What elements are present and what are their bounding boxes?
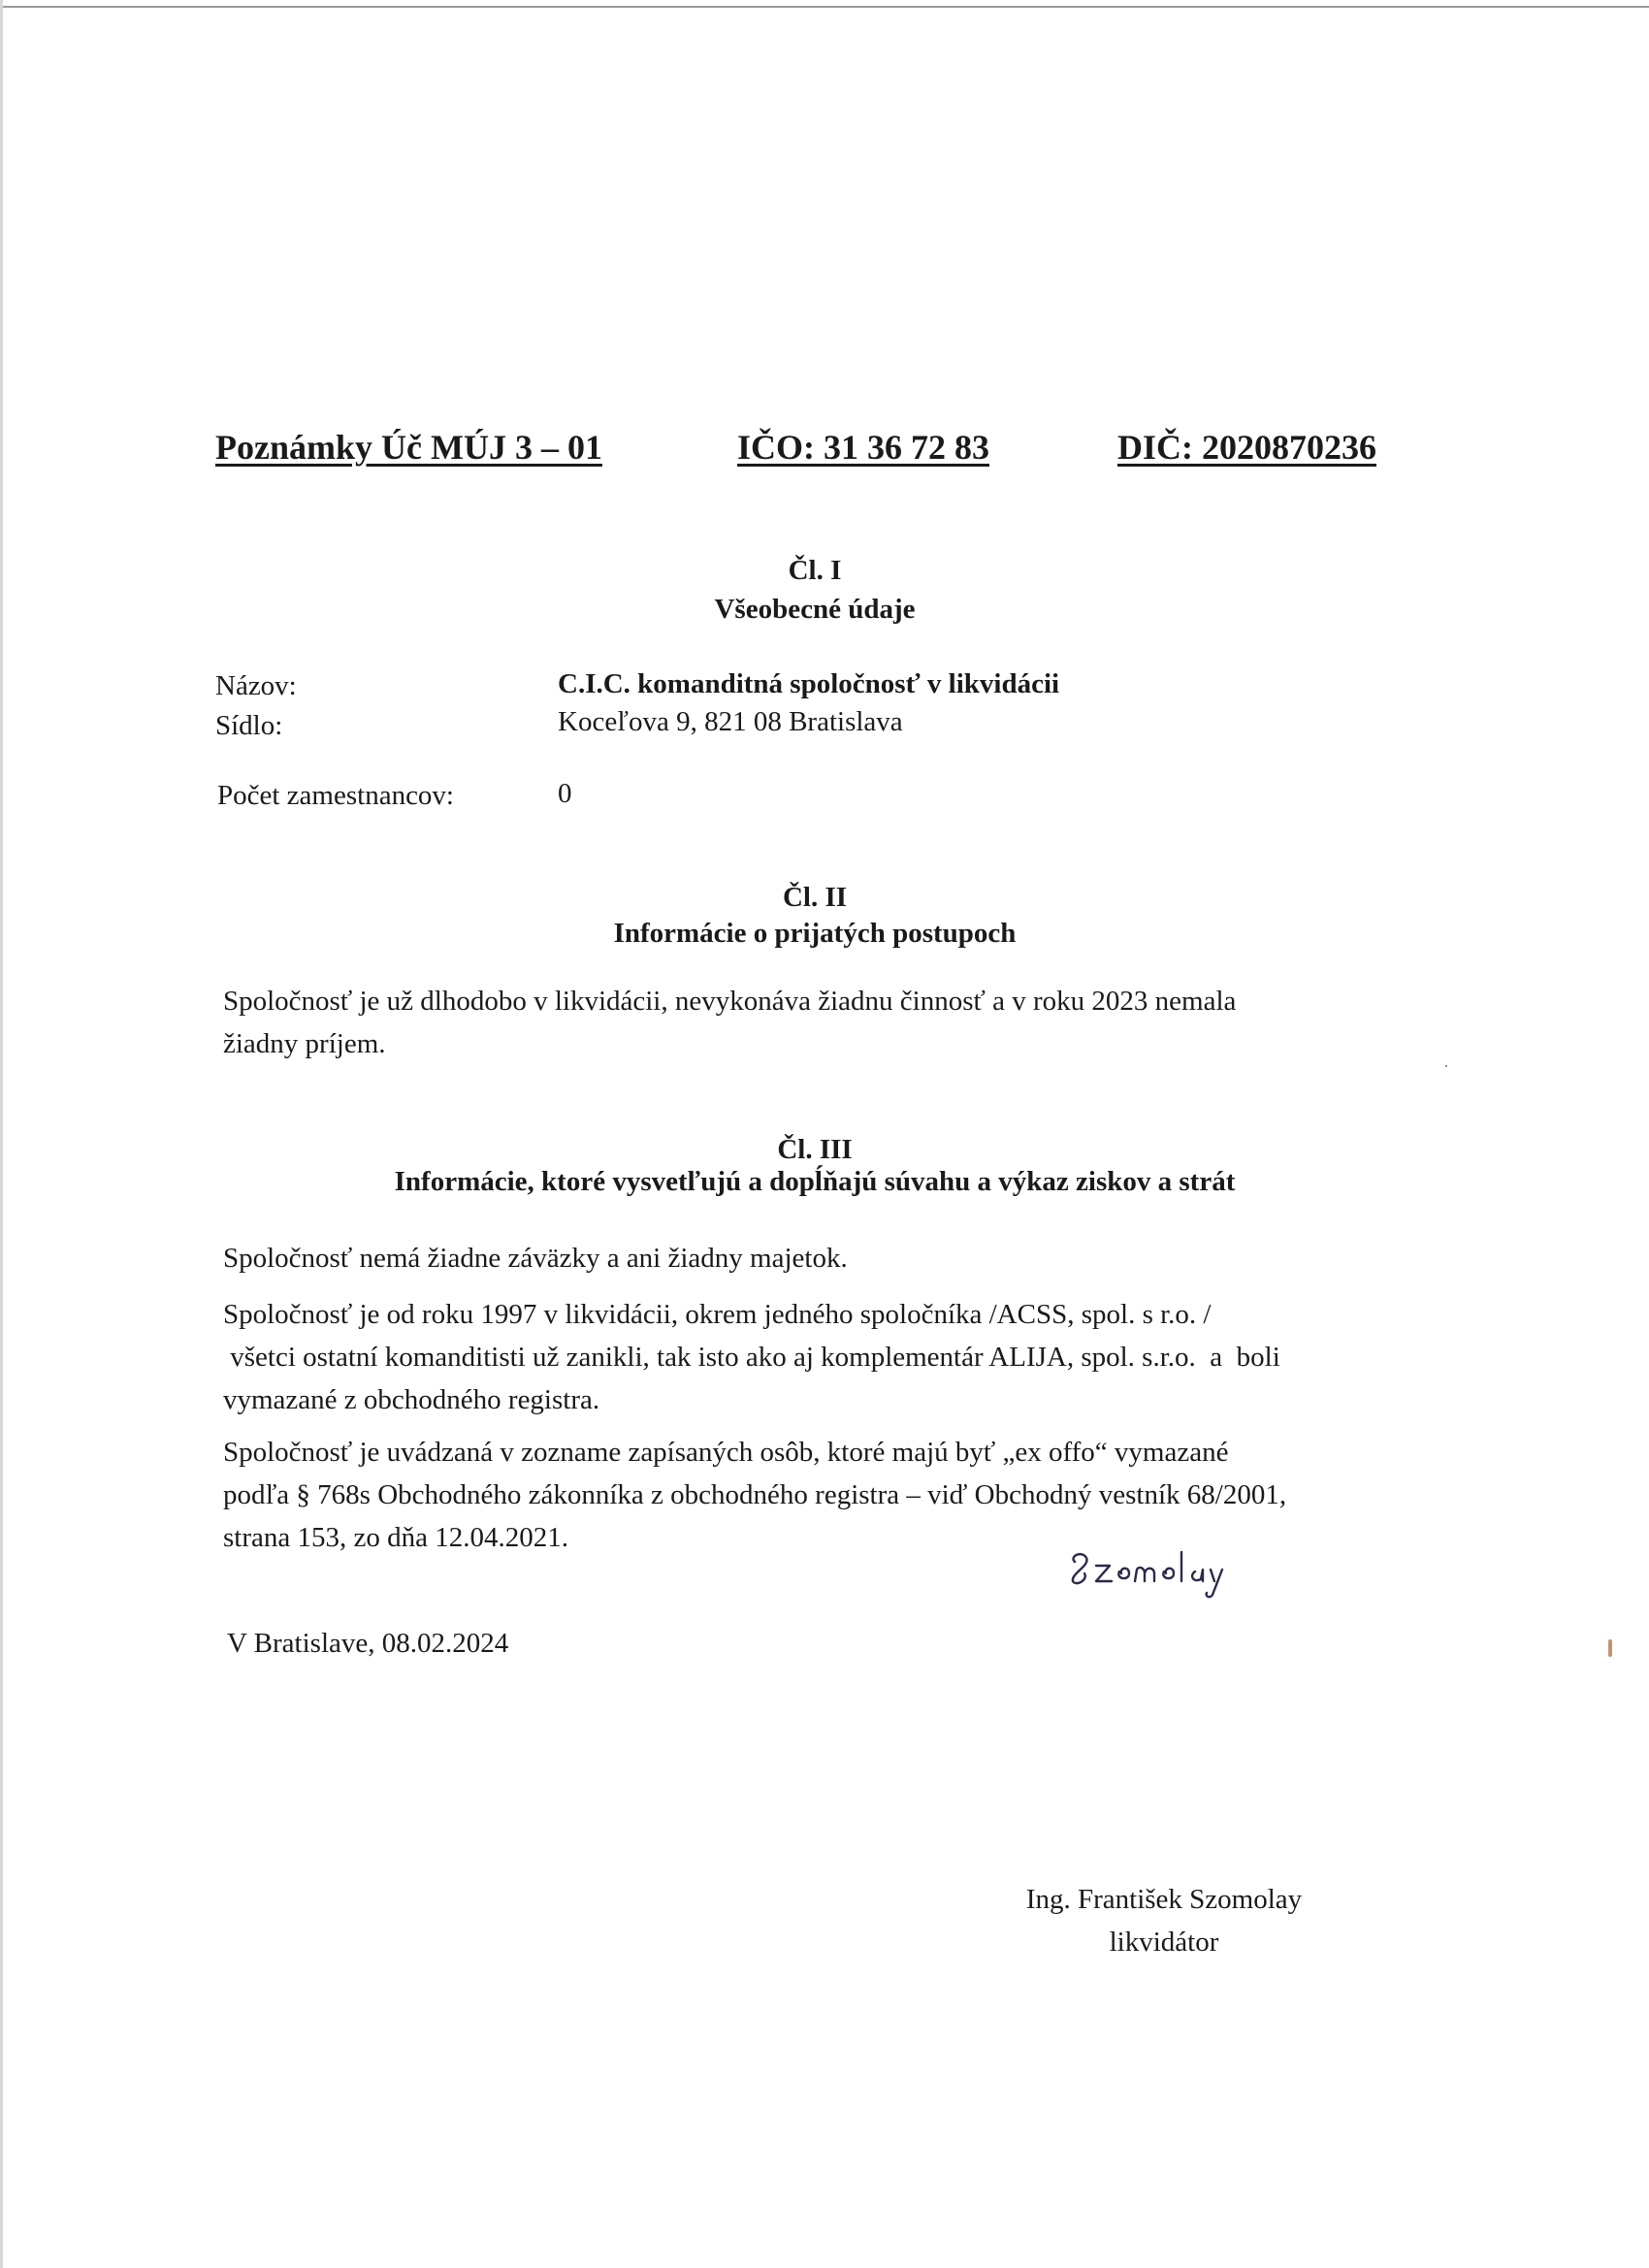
- text-line: podľa § 768s Obchodného zákonníka z obchodného registra – viď Obchodný vestník 68/2001,: [223, 1479, 1287, 1510]
- section-2-text: [223, 980, 1436, 1065]
- text-line: Spoločnosť je uvádzaná v zozname zapísaných osôb, ktoré majú byť „ex offo“ vymazané: [223, 1437, 1229, 1468]
- text-line: všetci ostatní komanditisti už zanikli, tak isto ako aj komplementár ALIJA, spol. s.r.o. a boli: [223, 1342, 1280, 1373]
- section-1-number: Čl. I: [788, 555, 842, 586]
- section-3-number: Čl. III: [777, 1134, 853, 1165]
- dic-number: DIČ: 2020870236: [1117, 428, 1376, 467]
- employees-value: 0: [558, 778, 572, 809]
- text-line: strana 153, zo dňa 12.04.2021.: [223, 1522, 568, 1553]
- section-3-paragraph-3: [223, 1431, 1436, 1559]
- company-seat: Koceľova 9, 821 08 Bratislava: [558, 706, 903, 737]
- section-3-paragraph-1: Spoločnosť nemá žiadne záväzky a ani žiadny majetok.: [223, 1243, 848, 1274]
- text-line: Spoločnosť je od roku 1997 v likvidácii, okrem jedného spoločníka /ACSS, spol. s r.o. /: [223, 1299, 1212, 1330]
- company-name: C.I.C. komanditná spoločnosť v likvidácii: [558, 668, 1060, 699]
- signer-role: likvidátor: [1109, 1927, 1219, 1958]
- handwritten-signature: [1067, 1540, 1242, 1599]
- document-header: [215, 427, 1457, 475]
- section-3-paragraph-2: [223, 1293, 1436, 1421]
- signature-block: [999, 1878, 1329, 1963]
- scan-left-edge: [0, 0, 3, 2268]
- section-2-number: Čl. II: [782, 882, 848, 913]
- document-title: Poznámky Úč MÚJ 3 – 01: [215, 428, 602, 467]
- employees-label: Počet zamestnancov:: [217, 780, 454, 811]
- section-1-heading: Všeobecné údaje: [714, 594, 916, 625]
- section-3-heading: Informácie, ktoré vysvetľujú a dopĺňajú súvahu a výkaz ziskov a strát: [394, 1166, 1236, 1197]
- scan-speck: [1608, 1639, 1612, 1657]
- seat-label: Sídlo:: [215, 710, 283, 741]
- scan-edge-line: [0, 6, 1649, 8]
- place-and-date: V Bratislave, 08.02.2024: [227, 1628, 509, 1659]
- text-line: Spoločnosť je už dlhodobo v likvidácii, nevykonáva žiadnu činnosť a v roku 2023 nemala: [223, 986, 1237, 1017]
- scan-dot: [1445, 1065, 1447, 1067]
- signer-name: Ing. František Szomolay: [1025, 1884, 1303, 1915]
- ico-number: IČO: 31 36 72 83: [737, 428, 989, 467]
- text-line: žiadny príjem.: [223, 1028, 386, 1059]
- text-line: vymazané z obchodného registra.: [223, 1384, 600, 1415]
- name-label: Názov:: [215, 670, 297, 701]
- section-2-heading: Informácie o prijatých postupoch: [613, 918, 1017, 949]
